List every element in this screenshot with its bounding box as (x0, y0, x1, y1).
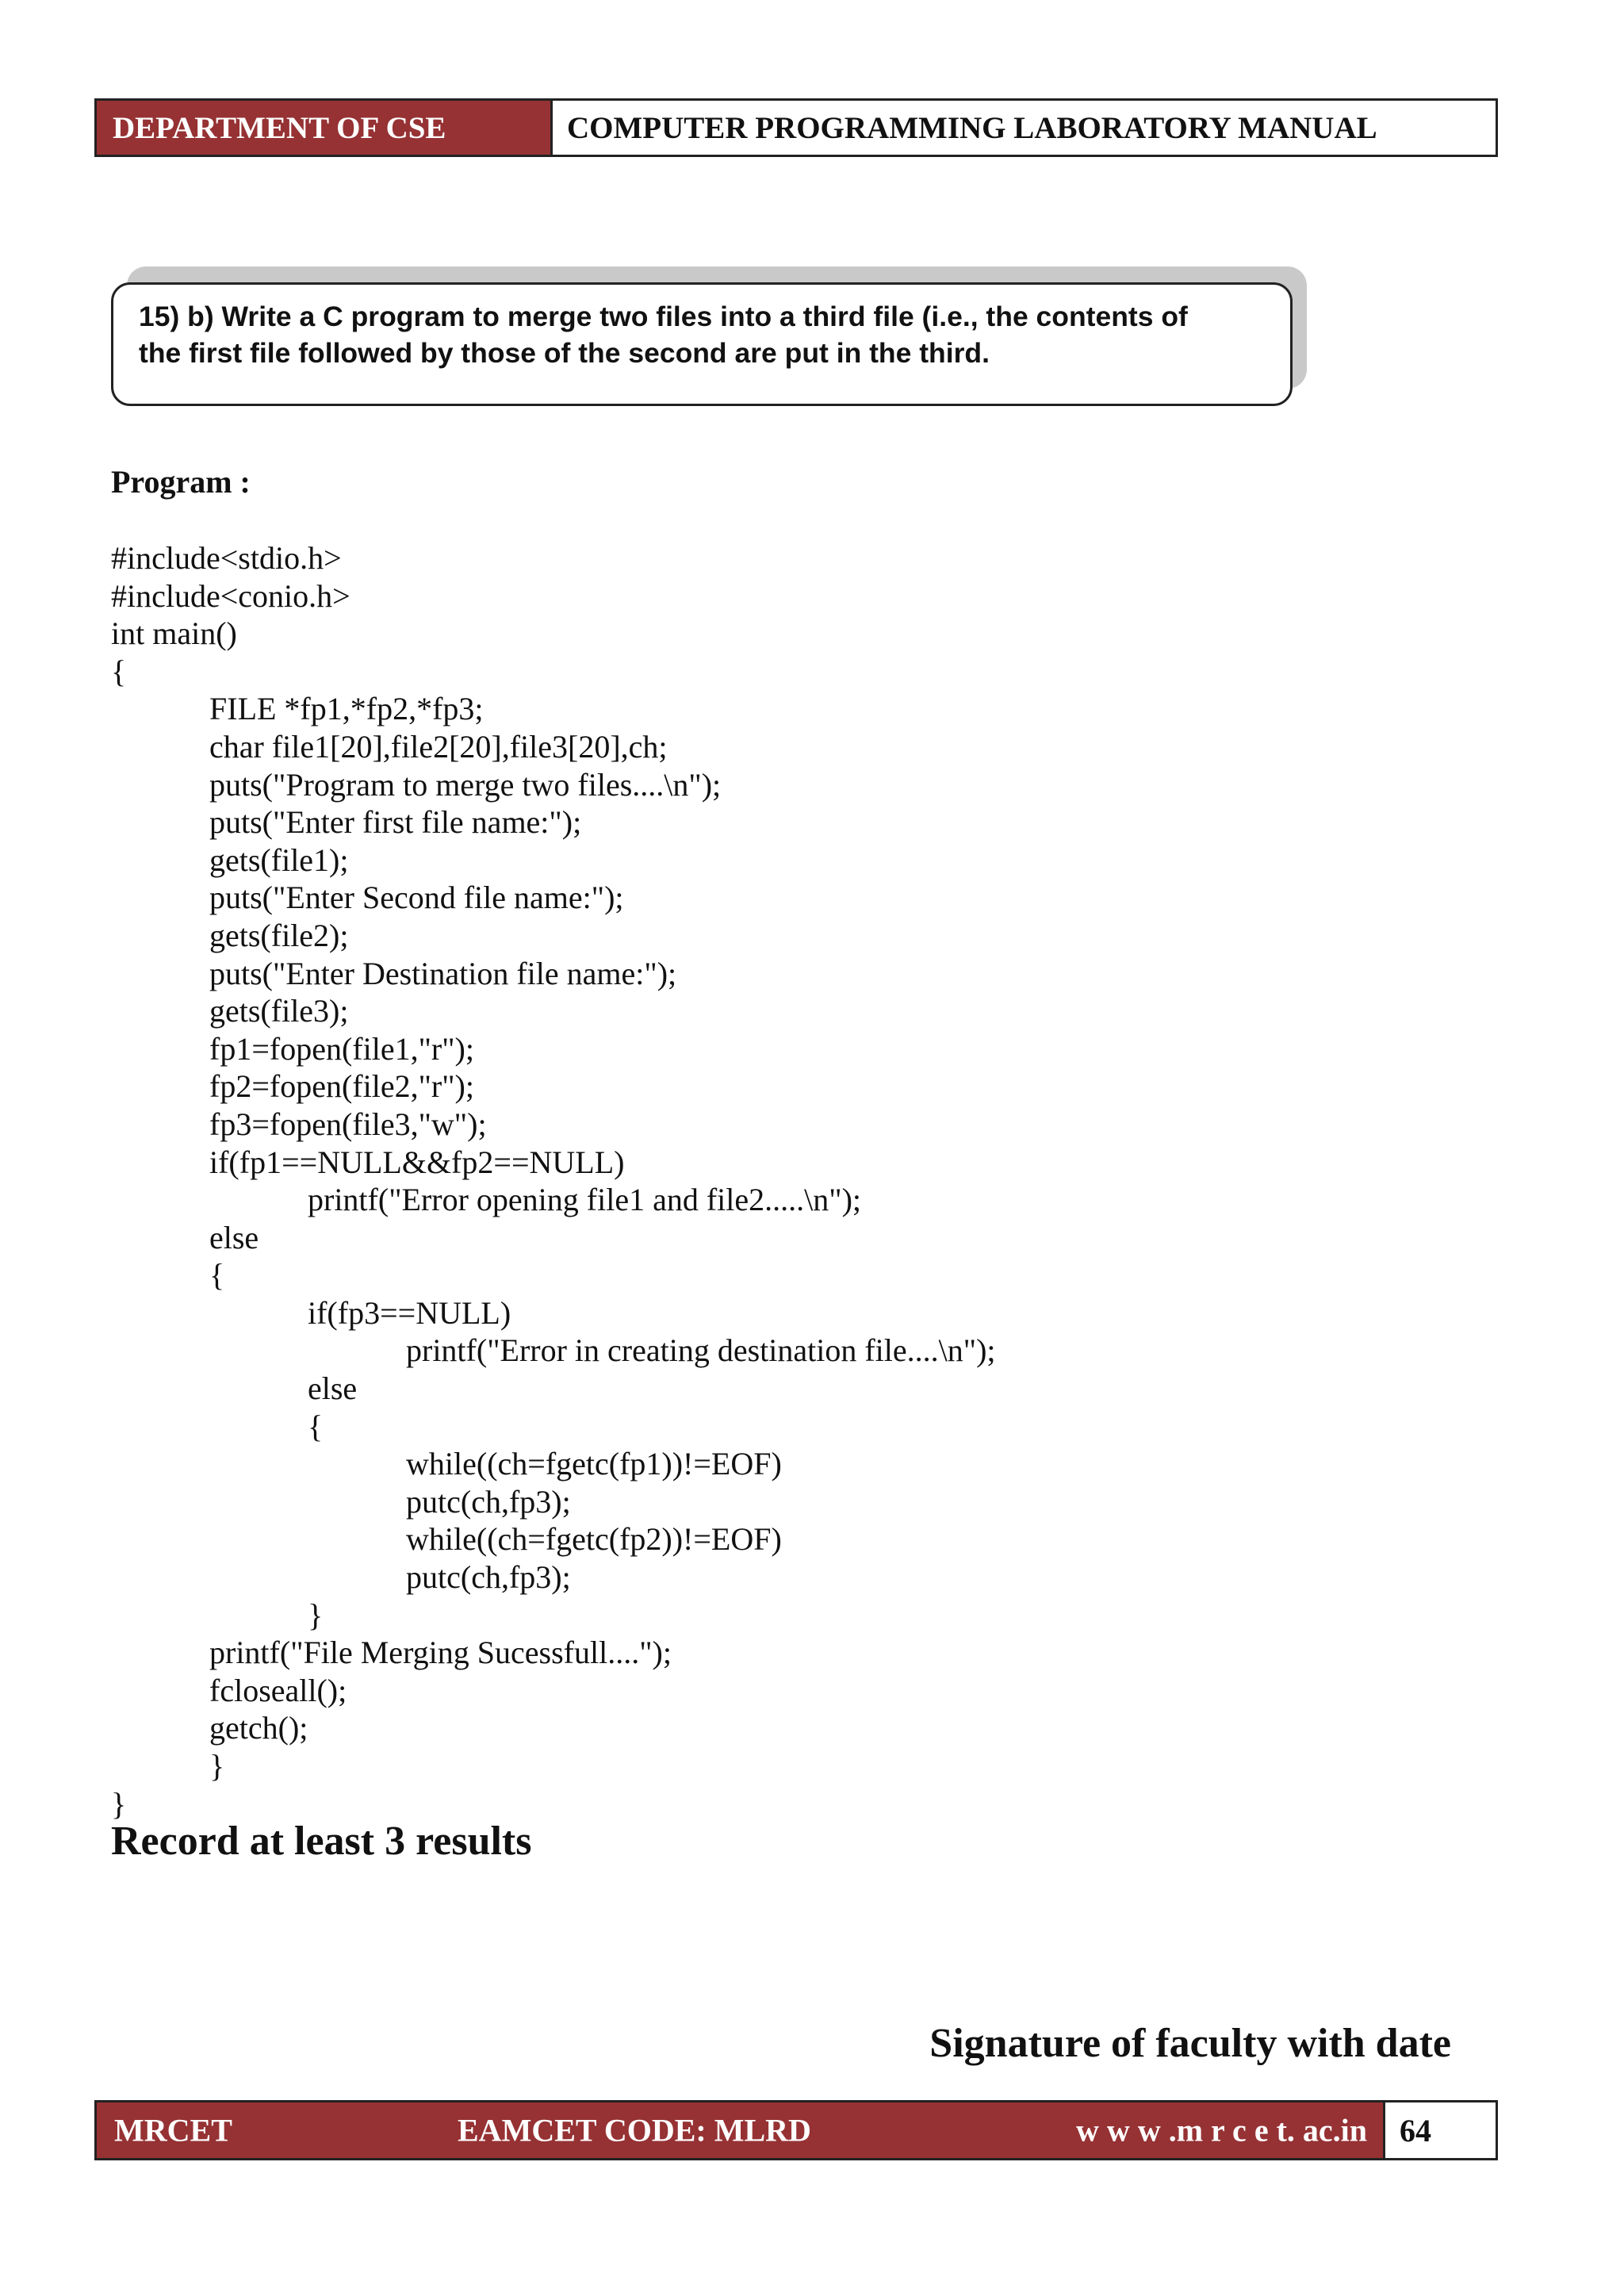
code-line: puts("Program to merge two files....\n"); (209, 766, 722, 803)
question-line: the first file followed by those of the second are put in the third. (139, 337, 990, 369)
code-listing (111, 539, 996, 1823)
code-line: fcloseall(); (209, 1672, 347, 1708)
code-line: #include<conio.h> (111, 577, 350, 614)
code-line: gets(file2); (209, 917, 349, 953)
code-line: fp3=fopen(file3,"w"); (209, 1106, 487, 1142)
footer-eamcet-code: EAMCET CODE: MLRD (458, 2112, 811, 2148)
code-line: puts("Enter Destination file name:"); (209, 955, 677, 991)
code-line: fp1=fopen(file1,"r"); (209, 1030, 474, 1067)
code-line: if(fp1==NULL&&fp2==NULL) (209, 1144, 625, 1180)
code-line: if(fp3==NULL) (308, 1294, 511, 1331)
code-line: } (209, 1748, 225, 1784)
code-line: printf("Error in creating destination file....\n"); (406, 1332, 996, 1369)
code-line: gets(file1); (209, 841, 349, 878)
signature-label: Signature of faculty with date (929, 2021, 1451, 2066)
code-line: putc(ch,fp3); (406, 1483, 571, 1520)
code-line: puts("Enter Second file name:"); (209, 880, 624, 916)
page-header (94, 98, 1498, 157)
code-line: fp2=fopen(file2,"r"); (209, 1068, 474, 1105)
code-line: FILE *fp1,*fp2,*fp3; (209, 691, 484, 727)
page-footer (94, 2100, 1498, 2160)
footer-band (97, 2102, 1385, 2158)
code-line: { (111, 653, 127, 689)
code-line: puts("Enter first file name:"); (209, 804, 582, 841)
question-box (111, 282, 1293, 406)
footer-website: w w w .m r c e t. ac.in (1076, 2112, 1367, 2148)
page-number: 64 (1385, 2102, 1496, 2158)
code-line: } (308, 1596, 324, 1633)
code-line: while((ch=fgetc(fp2))!=EOF) (406, 1521, 782, 1558)
department-label: DEPARTMENT OF CSE (97, 101, 553, 155)
code-line: getch(); (209, 1710, 308, 1746)
code-line: printf("Error opening file1 and file2.....\n"); (308, 1182, 862, 1218)
code-line: printf("File Merging Sucessfull...."); (209, 1635, 672, 1671)
footer-college: MRCET (114, 2112, 232, 2148)
code-line: char file1[20],file2[20],file3[20],ch; (209, 728, 668, 765)
code-line: putc(ch,fp3); (406, 1559, 571, 1596)
program-label: Program : (111, 464, 251, 500)
code-line: { (308, 1408, 324, 1444)
code-line: while((ch=fgetc(fp1))!=EOF) (406, 1446, 782, 1482)
code-line: int main() (111, 615, 237, 652)
code-line: #include<stdio.h> (111, 540, 342, 576)
question-line: 15) b) Write a C program to merge two files into a third file (i.e., the contents of (139, 301, 1188, 332)
code-line: gets(file3); (209, 993, 349, 1029)
code-line: else (209, 1219, 259, 1255)
record-heading: Record at least 3 results (111, 1819, 532, 1864)
code-line: } (111, 1785, 127, 1822)
code-line: else (308, 1370, 358, 1407)
code-line: { (209, 1257, 225, 1294)
manual-title: COMPUTER PROGRAMMING LABORATORY MANUAL (553, 101, 1496, 155)
